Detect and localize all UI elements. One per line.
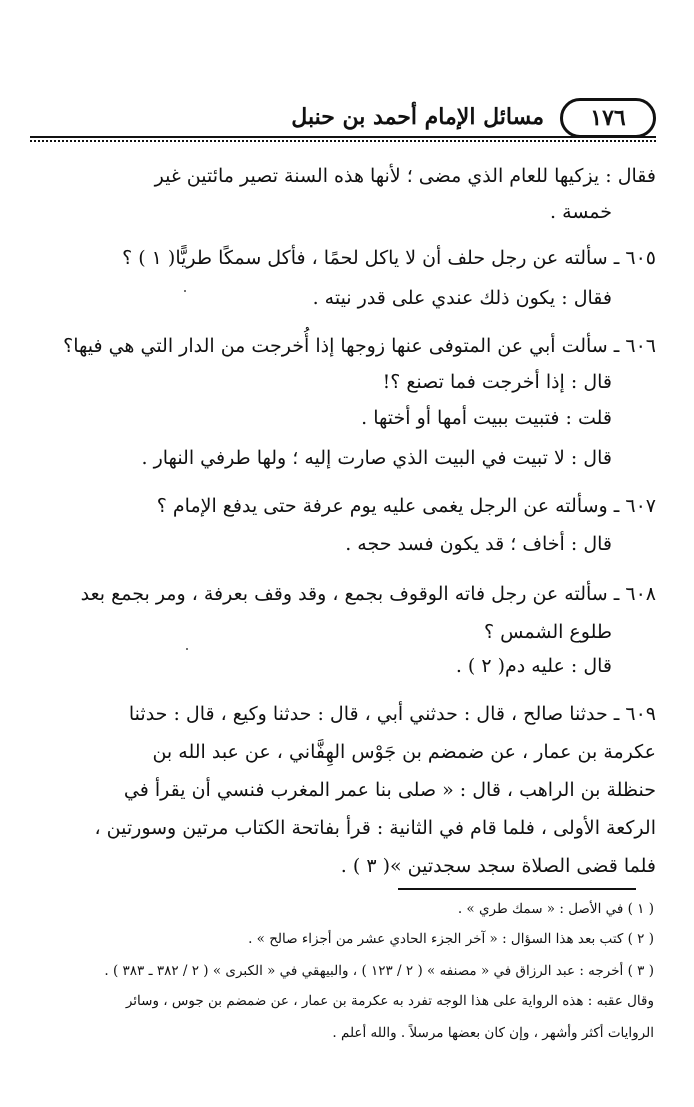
text-line: طلوع الشمس ؟ [484, 621, 612, 643]
stray-dot [184, 290, 186, 292]
answer-line: قال : لا تبيت في البيت الذي صارت إليه ؛ ولها طرفي النهار . [141, 447, 612, 469]
text-line: الركعة الأولى ، فلما قام في الثانية : قرأ بفاتحة الكتاب مرتين وسورتين ، [94, 817, 656, 839]
footnote-3-continued: وقال عقبه : هذه الرواية على هذا الوجه تفرد به عكرمة بن عمار ، عن ضمضم بن جوس ، وسائر [125, 993, 654, 1009]
answer-line: قال : أخاف ؛ قد يكون فسد حجه . [345, 533, 612, 555]
footnote-3-continued: الروايات أكثر وأشهر ، وإن كان بعضها مرسلاً . والله أعلم . [332, 1025, 654, 1041]
text-line: حنظلة بن الراهب ، قال : « صلى بنا عمر المغرب فنسي أن يقرأ في [123, 779, 656, 801]
question-605: ٦٠٥ ـ سألته عن رجل حلف أن لا ياكل لحمًا ، فأكل سمكًا طريًّا( ١ ) ؟ [122, 247, 656, 269]
page-header [30, 98, 656, 144]
header-dotted-rule [30, 140, 656, 142]
stray-dot [186, 648, 188, 650]
footnote-2: ( ٢ ) كتب بعد هذا السؤال : « آخر الجزء الحادي عشر من أجزاء صالح » . [248, 931, 654, 947]
hadith-609: ٦٠٩ ـ حدثنا صالح ، قال : حدثني أبي ، قال : حدثنا وكيع ، قال : حدثنا [128, 703, 656, 725]
text-line: خمسة . [550, 201, 612, 223]
question-606: ٦٠٦ ـ سألت أبي عن المتوفى عنها زوجها إذا أُخرجت من الدار التي هي فيها؟ [63, 335, 656, 357]
question-607: ٦٠٧ ـ وسألته عن الرجل يغمى عليه يوم عرفة حتى يدفع الإمام ؟ [156, 495, 656, 517]
header-rule [30, 136, 656, 138]
text-line: عكرمة بن عمار ، عن ضمضم بن جَوْس الهِفَّاني ، عن عبد الله بن [152, 741, 656, 763]
answer-line: قال : عليه دم( ٢ ) . [455, 655, 612, 677]
question-608: ٦٠٨ ـ سألته عن رجل فاته الوقوف بجمع ، وقد وقف بعرفة ، ومر بجمع بعد [80, 583, 656, 605]
text-line: فلما قضى الصلاة سجد سجدتين »( ٣ ) . [340, 855, 656, 877]
answer-line: قال : إذا أخرجت فما تصنع ؟! [382, 371, 612, 393]
footnote-3: ( ٣ ) أخرجه : عبد الرزاق في « مصنفه » ( ٢ / ١٢٣ ) ، والبيهقي في « الكبرى » ( ٢ / ٣٨٢ ـ ٣٨٣ ) . [104, 963, 654, 979]
book-title: مسائل الإمام أحمد بن حنبل [291, 104, 544, 130]
footnote-1: ( ١ ) في الأصل : « سمك طري » . [457, 901, 654, 917]
answer-line: فقال : يكون ذلك عندي على قدر نيته . [312, 287, 612, 309]
text-line: فقال : يزكيها للعام الذي مضى ؛ لأنها هذه السنة تصير مائتين غير [154, 165, 656, 187]
footnote-rule [398, 888, 636, 890]
page-number: ١٧٦ [560, 98, 656, 138]
answer-line: قلت : فتبيت ببيت أمها أو أختها . [361, 407, 612, 429]
